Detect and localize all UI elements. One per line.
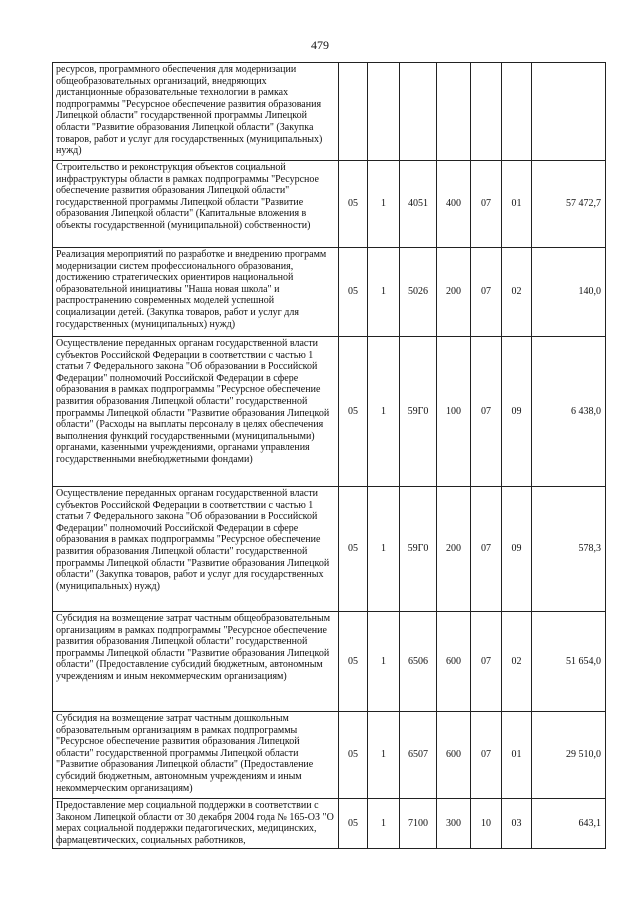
code-6: 03	[502, 799, 532, 849]
row-description: Реализация мероприятий по разработке и внедрению программ модернизации систем профессионального образования, достижению стратегических ориентиров национальной образовательной инициативы "Наша новая школа" и распространению современных моделей успешной социализации детей. (Закупка товаров, работ и услуг для государственных (муниципальных) нужд)	[53, 248, 339, 337]
code-3: 59Г0	[400, 337, 437, 487]
code-5: 07	[471, 161, 502, 248]
code-5: 07	[471, 337, 502, 487]
budget-table	[52, 62, 606, 849]
table-row	[53, 487, 606, 612]
code-2	[368, 63, 400, 161]
code-6: 01	[502, 161, 532, 248]
row-amount: 29 510,0	[532, 712, 606, 799]
code-1	[339, 63, 368, 161]
code-2: 1	[368, 248, 400, 337]
row-description: ресурсов, программного обеспечения для модернизации общеобразовательных организаций, внедряющих дистанционные образовательные технологии в рамках подпрограммы "Ресурсное обеспечение развития образования Липецкой области" государственной программы Липецкой области "Развитие образования Липецкой области" (Закупка товаров, работ и услуг для государственных (муниципальных) нужд)	[53, 63, 339, 161]
row-description: Строительство и реконструкция объектов социальной инфраструктуры области в рамках подпрограммы "Ресурсное обеспечение развития образования Липецкой области" государственной программы Липецкой области "Развитие образования Липецкой области" (Капитальные вложения в объекты государственной (муниципальной) собственности)	[53, 161, 339, 248]
code-2: 1	[368, 161, 400, 248]
code-1: 05	[339, 799, 368, 849]
code-4: 100	[437, 337, 471, 487]
code-6	[502, 63, 532, 161]
code-4: 600	[437, 712, 471, 799]
code-2: 1	[368, 337, 400, 487]
table-row	[53, 337, 606, 487]
code-5: 07	[471, 712, 502, 799]
code-4: 600	[437, 612, 471, 712]
code-1: 05	[339, 248, 368, 337]
row-description: Предоставление мер социальной поддержки в соответствии с Законом Липецкой области от 30 декабря 2004 года № 165-ОЗ "О мерах социальной поддержки педагогических, медицинских, фармацевтических, социальных работников,	[53, 799, 339, 849]
table-row	[53, 248, 606, 337]
code-2: 1	[368, 612, 400, 712]
code-3: 4051	[400, 161, 437, 248]
code-6: 01	[502, 712, 532, 799]
row-description: Субсидия на возмещение затрат частным дошкольным образовательным организациям в рамках подпрограммы "Ресурсное обеспечение развития образования Липецкой области" государственной программы Липецкой области "Развитие образования Липецкой области" (Предоставление субсидий бюджетным, автономным учреждениям и иным некоммерческим организациям)	[53, 712, 339, 799]
code-1: 05	[339, 337, 368, 487]
row-amount: 578,3	[532, 487, 606, 612]
code-3: 59Г0	[400, 487, 437, 612]
code-1: 05	[339, 487, 368, 612]
code-4: 400	[437, 161, 471, 248]
row-amount	[532, 63, 606, 161]
code-6: 09	[502, 337, 532, 487]
code-5: 07	[471, 612, 502, 712]
code-6: 02	[502, 612, 532, 712]
code-1: 05	[339, 712, 368, 799]
table-row	[53, 161, 606, 248]
row-description: Осуществление переданных органам государственной власти субъектов Российской Федерации в соответствии с частью 1 статьи 7 Федерального закона "Об образовании в Российской Федерации" полномочий Российской Федерации в сфере образования в рамках подпрограммы "Ресурсное обеспечение развития образования Липецкой области" государственной программы Липецкой области "Развитие образования Липецкой области" (Расходы на выплаты персоналу в целях обеспечения выполнения функций государственными (муниципальными) органами, казенными учреждениями, органами управления государственными внебюджетными фондами)	[53, 337, 339, 487]
code-5	[471, 63, 502, 161]
code-3: 6506	[400, 612, 437, 712]
code-3: 5026	[400, 248, 437, 337]
row-amount: 140,0	[532, 248, 606, 337]
code-5: 10	[471, 799, 502, 849]
code-4	[437, 63, 471, 161]
code-4: 200	[437, 248, 471, 337]
code-2: 1	[368, 487, 400, 612]
table-row	[53, 712, 606, 799]
code-3: 7100	[400, 799, 437, 849]
page-number: 479	[311, 38, 329, 52]
code-4: 300	[437, 799, 471, 849]
code-5: 07	[471, 487, 502, 612]
code-3: 6507	[400, 712, 437, 799]
row-amount: 6 438,0	[532, 337, 606, 487]
code-2: 1	[368, 799, 400, 849]
table-row	[53, 63, 606, 161]
table-row	[53, 799, 606, 849]
code-2: 1	[368, 712, 400, 799]
code-6: 02	[502, 248, 532, 337]
code-4: 200	[437, 487, 471, 612]
table-row	[53, 612, 606, 712]
row-description: Осуществление переданных органам государственной власти субъектов Российской Федерации в соответствии с частью 1 статьи 7 Федерального закона "Об образовании в Российской Федерации" полномочий Российской Федерации в сфере образования в рамках подпрограммы "Ресурсное обеспечение развития образования Липецкой области" государственной программы Липецкой области "Развитие образования Липецкой области" (Закупка товаров, работ и услуг для государственных (муниципальных) нужд)	[53, 487, 339, 612]
row-amount: 643,1	[532, 799, 606, 849]
code-3	[400, 63, 437, 161]
code-1: 05	[339, 161, 368, 248]
code-6: 09	[502, 487, 532, 612]
code-1: 05	[339, 612, 368, 712]
row-amount: 51 654,0	[532, 612, 606, 712]
code-5: 07	[471, 248, 502, 337]
row-description: Субсидия на возмещение затрат частным общеобразовательным организациям в рамках подпрограммы "Ресурсное обеспечение развития образования Липецкой области" государственной программы Липецкой области "Развитие образования Липецкой области" (Предоставление субсидий бюджетным, автономным учреждениям и иным некоммерческим организациям)	[53, 612, 339, 712]
row-amount: 57 472,7	[532, 161, 606, 248]
